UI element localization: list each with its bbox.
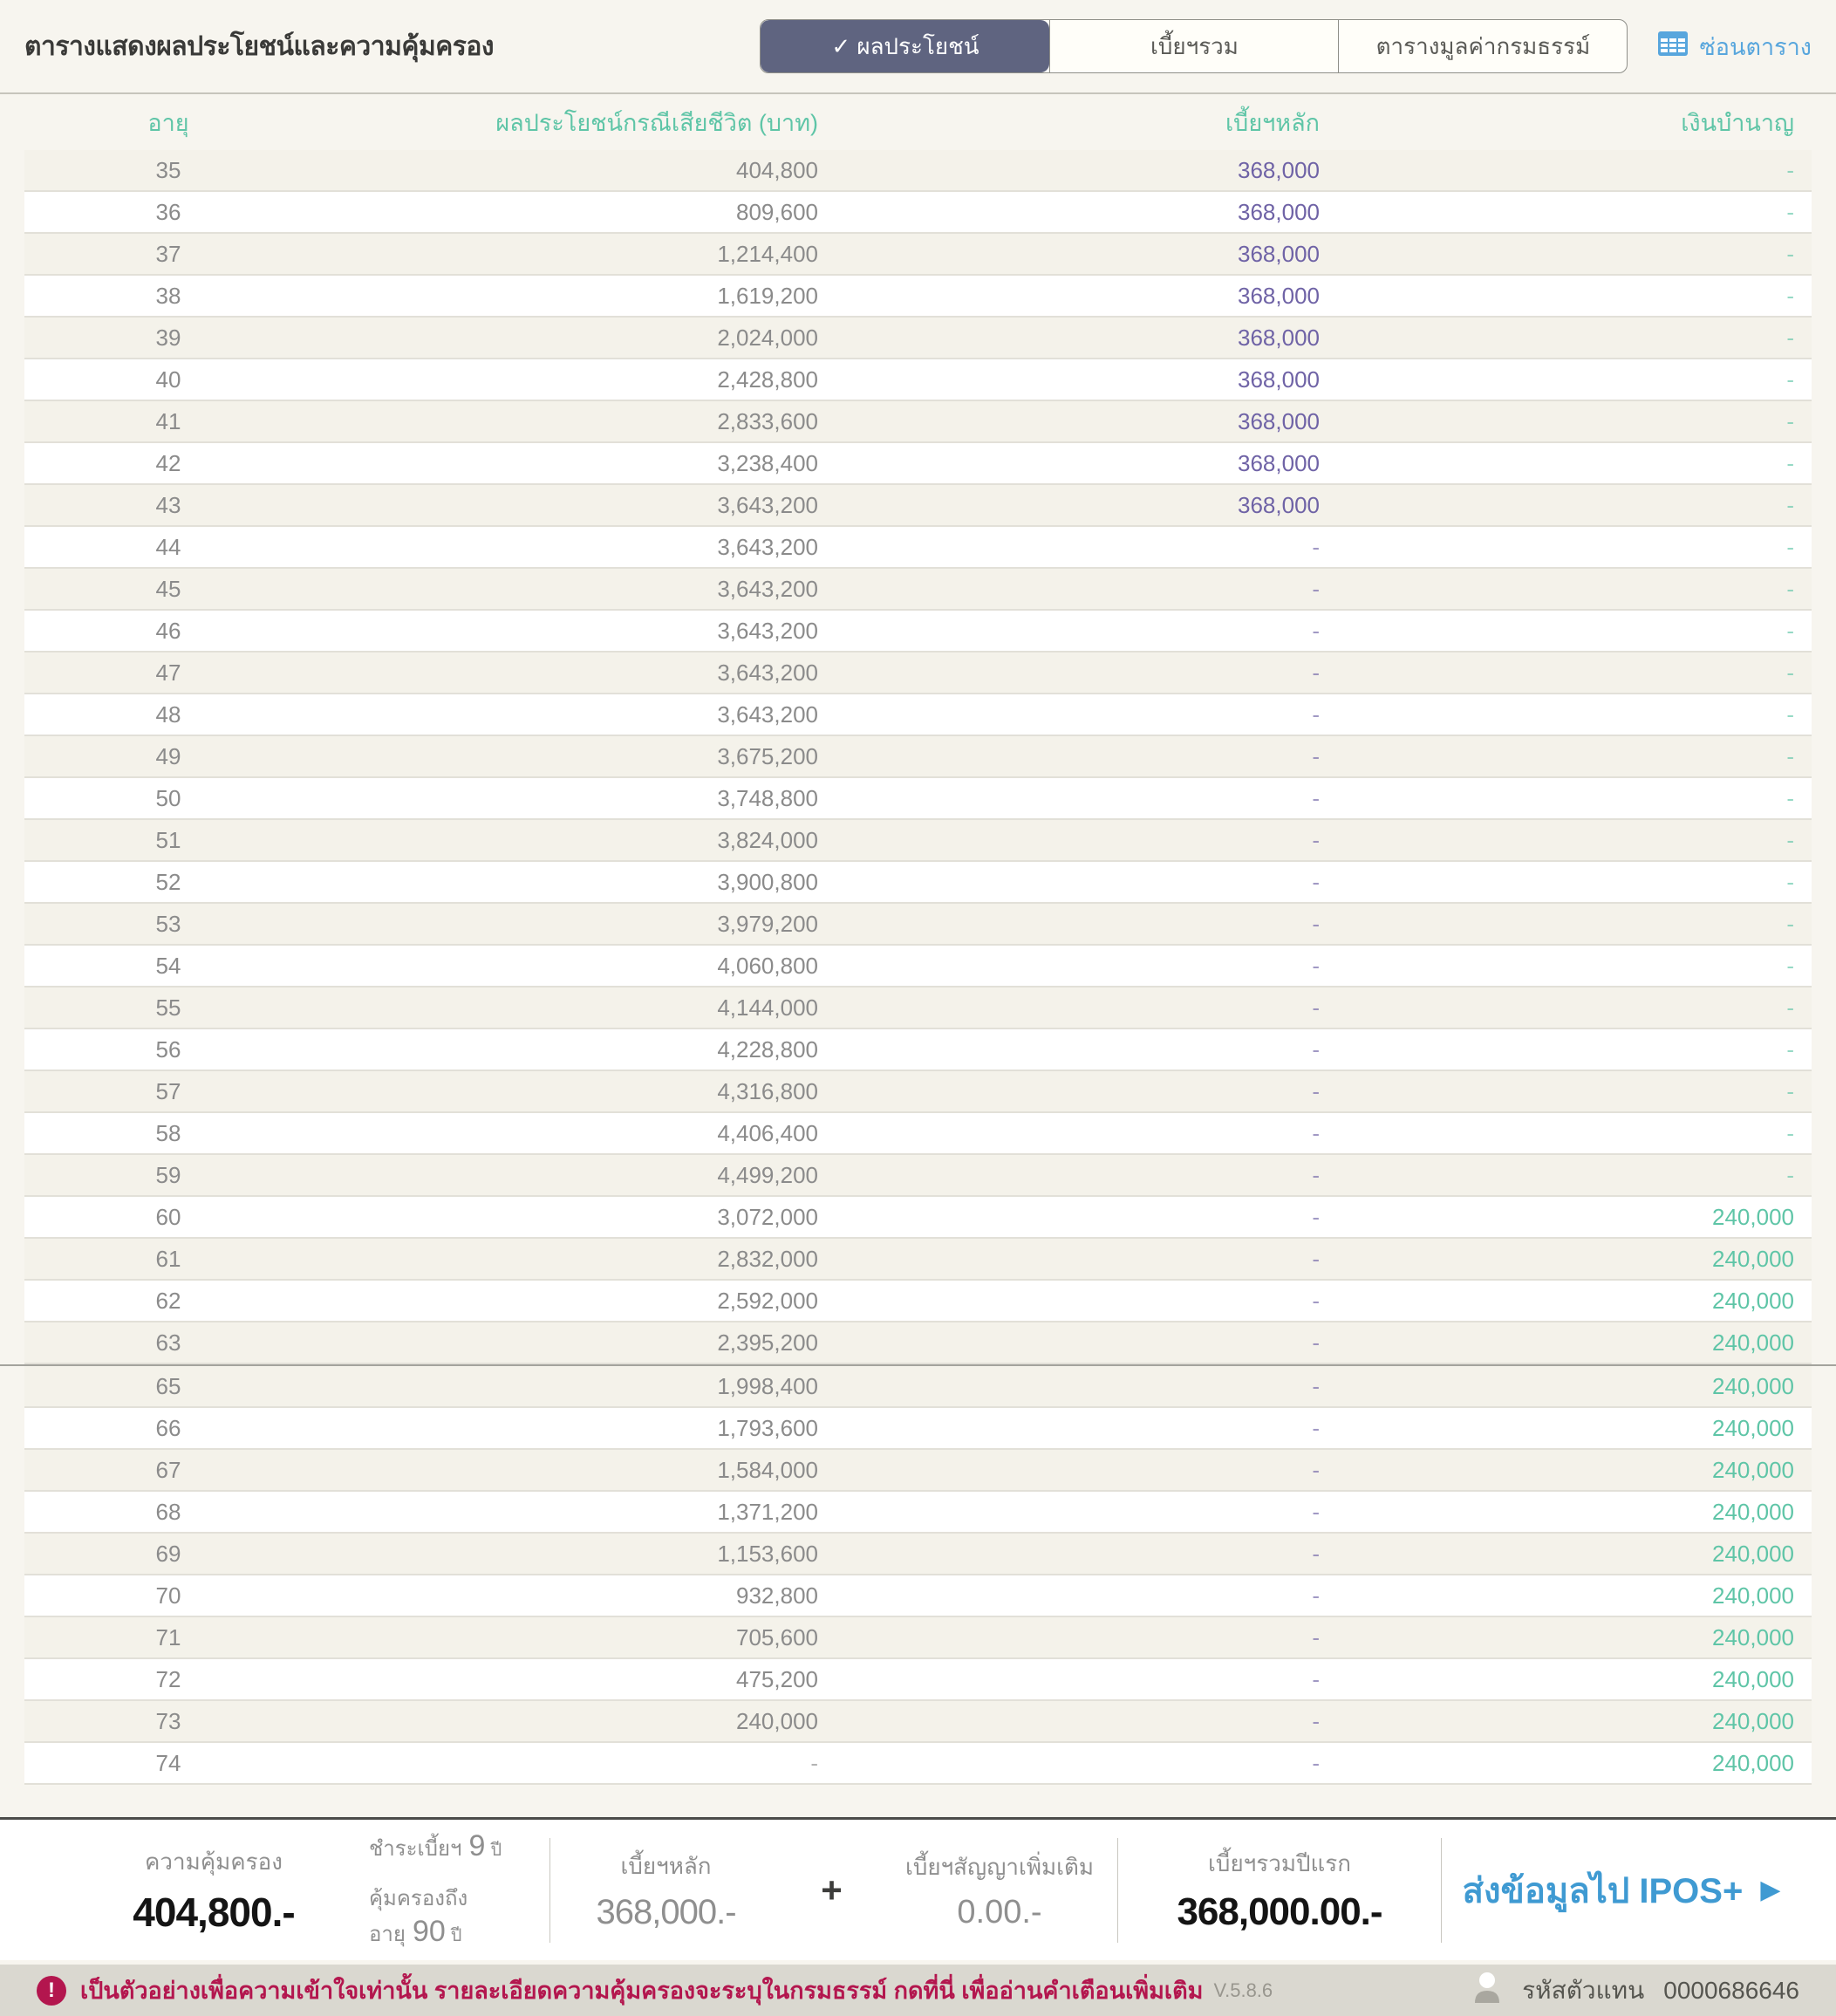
cell-age: 47 bbox=[155, 659, 181, 686]
cell-benefit: - bbox=[810, 1749, 818, 1776]
cell-age: 72 bbox=[155, 1665, 181, 1692]
cell-age: 48 bbox=[155, 700, 181, 728]
agent-code: 0000686646 bbox=[1663, 1976, 1799, 2004]
table-row bbox=[24, 1492, 1812, 1534]
cell-age: 43 bbox=[155, 491, 181, 518]
table-row bbox=[24, 1450, 1812, 1492]
cell-age: 69 bbox=[155, 1540, 181, 1567]
cell-premium: - bbox=[1312, 700, 1320, 728]
cell-premium: - bbox=[1312, 826, 1320, 853]
rider-premium-block bbox=[882, 1849, 1117, 1931]
cell-premium: - bbox=[1312, 659, 1320, 686]
hide-table-button[interactable] bbox=[1657, 28, 1812, 65]
cell-pension: - bbox=[1786, 449, 1794, 476]
table-header-row bbox=[24, 94, 1812, 150]
cell-premium: - bbox=[1312, 1035, 1320, 1063]
cell-pension: 240,000 bbox=[1712, 1707, 1794, 1734]
table-row bbox=[24, 1281, 1812, 1322]
table-row bbox=[24, 1155, 1812, 1197]
cell-premium: 368,000 bbox=[1238, 156, 1320, 183]
cell-premium: 368,000 bbox=[1238, 449, 1320, 476]
cell-age: 50 bbox=[155, 784, 181, 811]
cell-premium: 368,000 bbox=[1238, 407, 1320, 434]
cell-pension: - bbox=[1786, 1119, 1794, 1146]
warning-link[interactable]: กดที่นี่ bbox=[893, 1978, 955, 2004]
cell-age: 59 bbox=[155, 1161, 181, 1188]
cell-age: 55 bbox=[155, 994, 181, 1021]
column-header-age: อายุ bbox=[147, 109, 189, 136]
send-to-ipos-button[interactable] bbox=[1442, 1862, 1801, 1918]
agent-block bbox=[1471, 1970, 1799, 2011]
cell-age: 39 bbox=[155, 324, 181, 351]
cell-pension: - bbox=[1786, 1035, 1794, 1063]
tab-2[interactable]: ตารางมูลค่ากรมธรรม์ bbox=[1338, 20, 1627, 72]
table-row bbox=[24, 234, 1812, 276]
cell-age: 49 bbox=[155, 742, 181, 769]
cell-premium: - bbox=[1312, 1582, 1320, 1609]
cell-pension: - bbox=[1786, 784, 1794, 811]
cell-age: 44 bbox=[155, 533, 181, 560]
agent-label: รหัสตัวแทน bbox=[1522, 1976, 1645, 2004]
hide-table-label: ซ่อนตาราง bbox=[1699, 33, 1812, 60]
table-row bbox=[24, 485, 1812, 527]
cell-pension: - bbox=[1786, 742, 1794, 769]
table-row bbox=[24, 318, 1812, 359]
cell-pension: - bbox=[1786, 952, 1794, 979]
cell-pension: - bbox=[1786, 366, 1794, 393]
main-premium-label: เบี้ยฯหลัก bbox=[620, 1852, 712, 1879]
table-row bbox=[24, 569, 1812, 611]
cell-pension: - bbox=[1786, 324, 1794, 351]
cell-benefit: 2,395,200 bbox=[717, 1329, 818, 1356]
cell-age: 41 bbox=[155, 407, 181, 434]
table-row bbox=[24, 1366, 1812, 1408]
cell-benefit: 3,072,000 bbox=[717, 1203, 818, 1230]
table-row bbox=[24, 527, 1812, 569]
cell-premium: 368,000 bbox=[1238, 324, 1320, 351]
version-label: V.5.8.6 bbox=[1213, 1978, 1273, 2001]
cell-benefit: 4,499,200 bbox=[717, 1161, 818, 1188]
page-title: ตารางแสดงผลประโยชน์และความคุ้มครอง bbox=[24, 31, 495, 61]
coverage-value: 404,800.- bbox=[133, 1890, 295, 1935]
cell-pension: - bbox=[1786, 617, 1794, 644]
cell-pension: 240,000 bbox=[1712, 1540, 1794, 1567]
cell-age: 54 bbox=[155, 952, 181, 979]
warning-icon: ! bbox=[37, 1976, 66, 2006]
cell-premium: - bbox=[1312, 1119, 1320, 1146]
tab-group bbox=[760, 19, 1628, 73]
cell-premium: - bbox=[1312, 1456, 1320, 1483]
cell-premium: - bbox=[1312, 1749, 1320, 1776]
cell-pension: - bbox=[1786, 826, 1794, 853]
table-row bbox=[24, 401, 1812, 443]
cell-pension: 240,000 bbox=[1712, 1329, 1794, 1356]
column-header-death-benefit: ผลประโยชน์กรณีเสียชีวิต (บาท) bbox=[495, 109, 818, 136]
cell-age: 40 bbox=[155, 366, 181, 393]
period-block bbox=[345, 1829, 549, 1951]
cell-pension: - bbox=[1786, 1077, 1794, 1104]
cell-premium: - bbox=[1312, 742, 1320, 769]
cell-benefit: 2,024,000 bbox=[717, 324, 818, 351]
cell-benefit: 3,900,800 bbox=[717, 868, 818, 895]
cell-premium: - bbox=[1312, 1623, 1320, 1650]
cell-premium: - bbox=[1312, 575, 1320, 602]
main-premium-block bbox=[550, 1849, 781, 1932]
cell-age: 42 bbox=[155, 449, 181, 476]
cell-premium: - bbox=[1312, 1203, 1320, 1230]
cell-age: 71 bbox=[155, 1623, 181, 1650]
cell-premium: - bbox=[1312, 910, 1320, 937]
table-row bbox=[24, 1743, 1812, 1785]
table-row bbox=[24, 1534, 1812, 1575]
cell-pension: 240,000 bbox=[1712, 1623, 1794, 1650]
cell-pension: - bbox=[1786, 198, 1794, 225]
table-row bbox=[24, 653, 1812, 694]
cell-age: 56 bbox=[155, 1035, 181, 1063]
cell-benefit: 1,153,600 bbox=[717, 1540, 818, 1567]
cell-benefit: 4,060,800 bbox=[717, 952, 818, 979]
cell-premium: - bbox=[1312, 784, 1320, 811]
coverage-label: ความคุ้มครอง bbox=[145, 1849, 283, 1875]
table-row bbox=[24, 904, 1812, 946]
table-row bbox=[24, 1113, 1812, 1155]
cell-pension: 240,000 bbox=[1712, 1665, 1794, 1692]
cell-age: 46 bbox=[155, 617, 181, 644]
cell-pension: - bbox=[1786, 156, 1794, 183]
table-grid-icon bbox=[1657, 31, 1689, 63]
tab-0[interactable]: ✓ ผลประโยชน์ bbox=[761, 20, 1049, 72]
cell-benefit: 4,316,800 bbox=[717, 1077, 818, 1104]
tab-1[interactable]: เบี้ยฯรวม bbox=[1049, 20, 1338, 72]
table-row bbox=[24, 1029, 1812, 1071]
cell-premium: - bbox=[1312, 1498, 1320, 1525]
cell-benefit: 3,643,200 bbox=[717, 491, 818, 518]
cell-premium: 368,000 bbox=[1238, 240, 1320, 267]
cell-age: 45 bbox=[155, 575, 181, 602]
first-year-total-value: 368,000.00.- bbox=[1177, 1890, 1382, 1933]
main-premium-value: 368,000.- bbox=[596, 1892, 736, 1931]
cell-benefit: 2,428,800 bbox=[717, 366, 818, 393]
rider-premium-value: 0.00.- bbox=[957, 1893, 1042, 1931]
cell-benefit: 3,824,000 bbox=[717, 826, 818, 853]
cell-premium: - bbox=[1312, 1287, 1320, 1314]
top-bar bbox=[0, 0, 1836, 94]
arrow-right-icon: ▶ bbox=[1760, 1876, 1781, 1904]
cell-pension: - bbox=[1786, 994, 1794, 1021]
cell-premium: 368,000 bbox=[1238, 491, 1320, 518]
cover-until: คุ้มครองถึงอายุ 90 ปี bbox=[369, 1887, 468, 1948]
table-row bbox=[24, 359, 1812, 401]
cell-premium: - bbox=[1312, 1414, 1320, 1441]
table-row bbox=[24, 1659, 1812, 1701]
cell-benefit: 1,619,200 bbox=[717, 282, 818, 309]
person-icon bbox=[1471, 1970, 1503, 2011]
column-header-main-premium: เบี้ยฯหลัก bbox=[1225, 109, 1320, 136]
cell-age: 38 bbox=[155, 282, 181, 309]
cell-pension: - bbox=[1786, 910, 1794, 937]
cell-benefit: 2,592,000 bbox=[717, 1287, 818, 1314]
plus-sign: + bbox=[821, 1869, 843, 1910]
cell-premium: - bbox=[1312, 1665, 1320, 1692]
rider-premium-label: เบี้ยฯสัญญาเพิ่มเติม bbox=[904, 1853, 1095, 1880]
table-row bbox=[24, 192, 1812, 234]
cell-benefit: 4,406,400 bbox=[717, 1119, 818, 1146]
cell-pension: 240,000 bbox=[1712, 1203, 1794, 1230]
cell-age: 53 bbox=[155, 910, 181, 937]
column-header-pension: เงินบำนาญ bbox=[1681, 109, 1794, 136]
first-year-total-block bbox=[1118, 1846, 1441, 1934]
cell-benefit: 3,238,400 bbox=[717, 449, 818, 476]
cell-age: 74 bbox=[155, 1749, 181, 1776]
table-row bbox=[24, 820, 1812, 862]
cell-benefit: 1,584,000 bbox=[717, 1456, 818, 1483]
cell-premium: - bbox=[1312, 1540, 1320, 1567]
cell-premium: - bbox=[1312, 994, 1320, 1021]
table-body bbox=[24, 150, 1812, 1785]
table-row bbox=[24, 1071, 1812, 1113]
cell-benefit: 404,800 bbox=[736, 156, 818, 183]
cell-premium: - bbox=[1312, 617, 1320, 644]
cell-benefit: 3,643,200 bbox=[717, 659, 818, 686]
table-row bbox=[24, 862, 1812, 904]
cell-pension: - bbox=[1786, 240, 1794, 267]
table-row bbox=[24, 987, 1812, 1029]
cell-age: 37 bbox=[155, 240, 181, 267]
cell-age: 65 bbox=[155, 1372, 181, 1399]
cell-pension: - bbox=[1786, 407, 1794, 434]
table-row bbox=[24, 694, 1812, 736]
cell-premium: - bbox=[1312, 1329, 1320, 1356]
cell-age: 61 bbox=[155, 1245, 181, 1272]
cell-age: 52 bbox=[155, 868, 181, 895]
cell-pension: - bbox=[1786, 282, 1794, 309]
cell-pension: 240,000 bbox=[1712, 1414, 1794, 1441]
cell-premium: 368,000 bbox=[1238, 198, 1320, 225]
cell-pension: - bbox=[1786, 575, 1794, 602]
warning-text: เป็นตัวอย่างเพื่อความเข้าใจเท่านั้น รายละเอียดความคุ้มครองจะระบุในกรมธรรม์ กดที่นี่ เพื่ออ่านคำเตือนเพิ่มเติม bbox=[80, 1978, 1204, 2004]
table-row bbox=[24, 946, 1812, 987]
cell-pension: - bbox=[1786, 491, 1794, 518]
cell-pension: 240,000 bbox=[1712, 1245, 1794, 1272]
cell-benefit: 3,643,200 bbox=[717, 700, 818, 728]
cell-benefit: 809,600 bbox=[736, 198, 818, 225]
cell-pension: 240,000 bbox=[1712, 1582, 1794, 1609]
cell-benefit: 3,675,200 bbox=[717, 742, 818, 769]
cell-pension: - bbox=[1786, 1161, 1794, 1188]
cell-pension: 240,000 bbox=[1712, 1456, 1794, 1483]
cell-age: 73 bbox=[155, 1707, 181, 1734]
cell-pension: 240,000 bbox=[1712, 1498, 1794, 1525]
cell-premium: - bbox=[1312, 1245, 1320, 1272]
cell-benefit: 1,793,600 bbox=[717, 1414, 818, 1441]
cell-benefit: 3,748,800 bbox=[717, 784, 818, 811]
cell-pension: 240,000 bbox=[1712, 1287, 1794, 1314]
cell-benefit: 1,998,400 bbox=[717, 1372, 818, 1399]
table-row bbox=[24, 276, 1812, 318]
cell-premium: 368,000 bbox=[1238, 282, 1320, 309]
table-row bbox=[24, 1575, 1812, 1617]
send-to-ipos-label: ส่งข้อมูลไป IPOS+ bbox=[1462, 1871, 1744, 1910]
cell-benefit: 3,643,200 bbox=[717, 533, 818, 560]
summary-bar bbox=[0, 1817, 1836, 1960]
cell-premium: 368,000 bbox=[1238, 366, 1320, 393]
cell-benefit: 475,200 bbox=[736, 1665, 818, 1692]
cell-premium: - bbox=[1312, 868, 1320, 895]
cell-age: 58 bbox=[155, 1119, 181, 1146]
cell-benefit: 240,000 bbox=[736, 1707, 818, 1734]
cell-premium: - bbox=[1312, 1372, 1320, 1399]
cell-benefit: 2,833,600 bbox=[717, 407, 818, 434]
cell-age: 67 bbox=[155, 1456, 181, 1483]
table-row bbox=[24, 1197, 1812, 1239]
bottom-bar bbox=[0, 1965, 1836, 2016]
cell-premium: - bbox=[1312, 533, 1320, 560]
cell-benefit: 2,832,000 bbox=[717, 1245, 818, 1272]
cell-age: 68 bbox=[155, 1498, 181, 1525]
cell-premium: - bbox=[1312, 1707, 1320, 1734]
cell-benefit: 3,643,200 bbox=[717, 575, 818, 602]
cell-age: 35 bbox=[155, 156, 181, 183]
cell-age: 60 bbox=[155, 1203, 181, 1230]
cell-age: 36 bbox=[155, 198, 181, 225]
cell-age: 70 bbox=[155, 1582, 181, 1609]
table-row bbox=[24, 1239, 1812, 1281]
cell-pension: 240,000 bbox=[1712, 1749, 1794, 1776]
table-row bbox=[24, 778, 1812, 820]
table-row bbox=[24, 1617, 1812, 1659]
cell-benefit: 4,228,800 bbox=[717, 1035, 818, 1063]
cell-benefit: 1,371,200 bbox=[717, 1498, 818, 1525]
table-row bbox=[24, 1701, 1812, 1743]
cell-benefit: 1,214,400 bbox=[717, 240, 818, 267]
cell-pension: - bbox=[1786, 868, 1794, 895]
table-row bbox=[24, 736, 1812, 778]
first-year-total-label: เบี้ยฯรวมปีแรก bbox=[1208, 1850, 1351, 1876]
cell-benefit: 4,144,000 bbox=[717, 994, 818, 1021]
cell-age: 66 bbox=[155, 1414, 181, 1441]
table-row bbox=[24, 1322, 1812, 1364]
cell-benefit: 3,979,200 bbox=[717, 910, 818, 937]
coverage-block bbox=[83, 1844, 345, 1936]
table-row bbox=[24, 611, 1812, 653]
cell-pension: 240,000 bbox=[1712, 1372, 1794, 1399]
cell-benefit: 932,800 bbox=[736, 1582, 818, 1609]
cell-age: 62 bbox=[155, 1287, 181, 1314]
cell-pension: - bbox=[1786, 700, 1794, 728]
table-row bbox=[24, 150, 1812, 192]
cell-premium: - bbox=[1312, 1077, 1320, 1104]
cell-age: 63 bbox=[155, 1329, 181, 1356]
cell-benefit: 705,600 bbox=[736, 1623, 818, 1650]
cell-benefit: 3,643,200 bbox=[717, 617, 818, 644]
cell-age: 51 bbox=[155, 826, 181, 853]
pay-period: ชำระเบี้ยฯ 9 ปี bbox=[369, 1829, 502, 1862]
cell-premium: - bbox=[1312, 952, 1320, 979]
cell-pension: - bbox=[1786, 659, 1794, 686]
spacer bbox=[0, 1785, 1836, 1817]
cell-pension: - bbox=[1786, 533, 1794, 560]
table-row bbox=[24, 443, 1812, 485]
table-row bbox=[24, 1408, 1812, 1450]
cell-age: 57 bbox=[155, 1077, 181, 1104]
cell-premium: - bbox=[1312, 1161, 1320, 1188]
